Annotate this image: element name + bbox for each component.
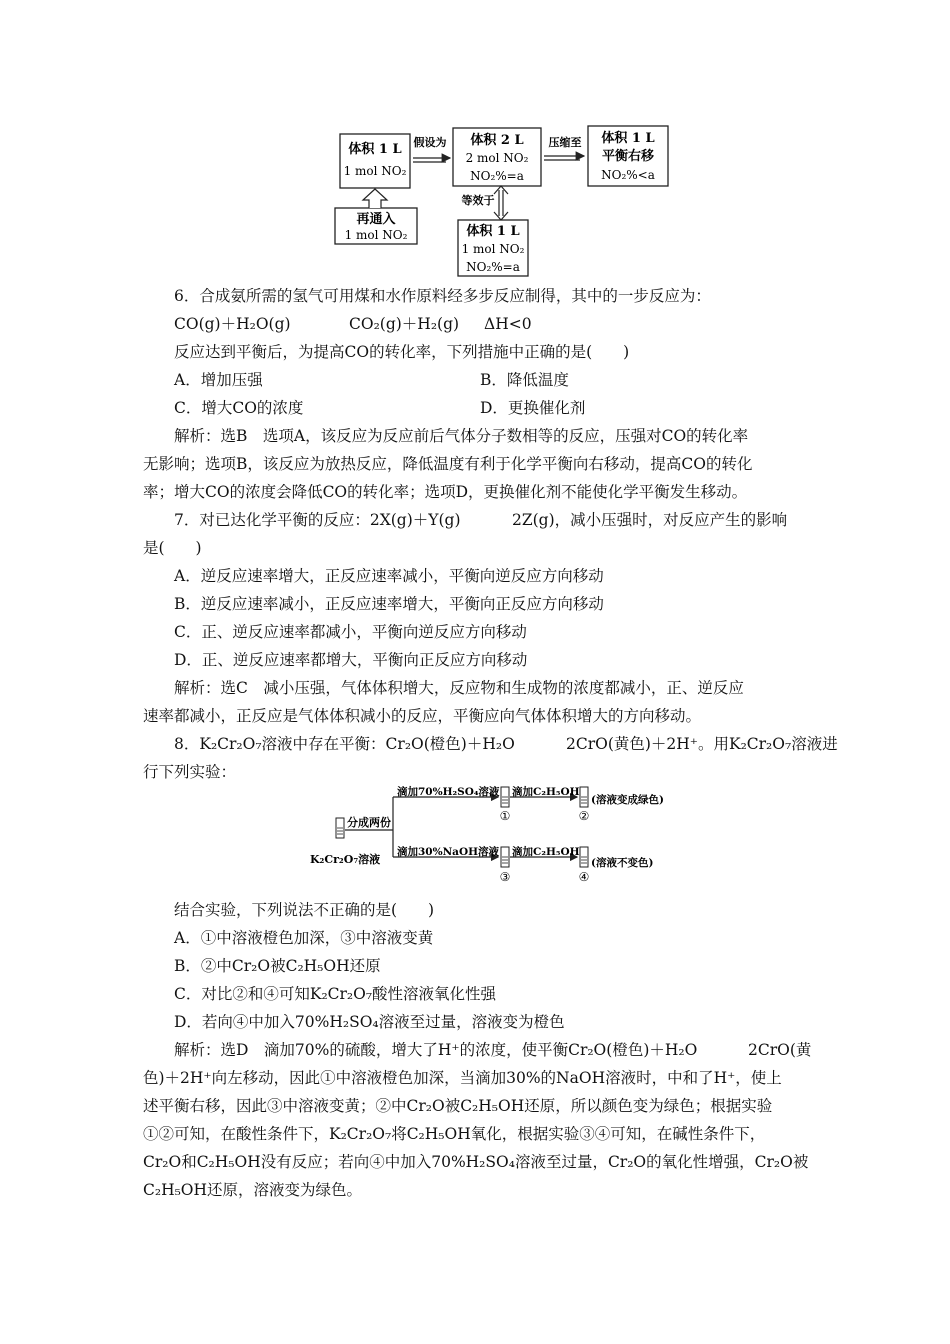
q8-answer-line1a: 解析：选D 滴加70%的硫酸，增大了H⁺的浓度，使平衡Cr₂O(橙色)＋H₂O — [174, 1041, 698, 1059]
experiment-diagram — [305, 785, 685, 893]
tube-4-number: ④ — [578, 870, 590, 884]
q8-option-b: B．②中Cr₂O被C₂H₅OH还原 — [174, 957, 381, 975]
q6-answer-line2: 无影响；选项B，该反应为放热反应，降低温度有利于化学平衡向右移动，提高CO的转化 — [143, 455, 753, 473]
q7-option-b: B．逆反应速率减小，正反应速率增大，平衡向正反应方向移动 — [174, 595, 604, 613]
tube-2-number: ② — [578, 809, 590, 823]
double-arrow-icon — [494, 186, 508, 194]
tube-2-icon — [580, 787, 588, 807]
tube-4-icon — [580, 847, 588, 867]
box-equivalent-line1: 体积 1 L — [466, 224, 520, 239]
q8-ask: 结合实验，下列说法不正确的是( ) — [174, 901, 435, 919]
q7-option-a: A．逆反应速率增大，正反应速率减小，平衡向逆反应方向移动 — [174, 567, 604, 585]
arrow-label-equivalent: 等效于 — [461, 194, 495, 207]
tube-3-icon — [501, 847, 509, 867]
box-equivalent-line2: 1 mol NO₂ — [461, 242, 525, 256]
up-arrow-icon — [363, 189, 387, 208]
q8-answer-line5: Cr₂O和C₂H₅OH没有反应；若向④中加入70%H₂SO₄溶液至过量，Cr₂O的氧化性增强，Cr₂O被 — [143, 1153, 809, 1171]
bottom-add-base-label: 滴加30%NaOH溶液 — [397, 846, 500, 858]
q6-option-b: B．降低温度 — [480, 371, 569, 389]
box-compressed-line1: 体积 1 L — [601, 131, 655, 146]
q6-eq-left: CO(g)＋H₂O(g) — [174, 315, 291, 333]
q6-option-d: D．更换催化剂 — [480, 399, 586, 417]
q7-answer-line1: 解析：选C 减小压强，气体体积增大，反应物和生成物的浓度都减小，正、逆反应 — [174, 679, 744, 697]
box-add-more-line1: 再通入 — [356, 212, 396, 227]
split-label: 分成两份 — [347, 816, 391, 829]
equivalence-diagram — [330, 122, 680, 280]
q6-stem: 6．合成氨所需的氢气可用煤和水作原料经多步反应制得，其中的一步反应为： — [174, 287, 711, 305]
q7-stem-a: 7．对已达化学平衡的反应：2X(g)＋Y(g) — [174, 511, 461, 529]
box-compressed-line3: NO₂%<a — [601, 168, 655, 182]
q8-option-d: D．若向④中加入70%H₂SO₄溶液至过量，溶液变为橙色 — [174, 1013, 565, 1031]
source-test-tube-icon — [336, 818, 344, 838]
tube-1-number: ① — [499, 809, 511, 823]
box-equivalent-line3: NO₂%=a — [466, 260, 520, 274]
box-initial-line1: 体积 1 L — [348, 142, 402, 157]
q8-option-c: C．对比②和④可知K₂Cr₂O₇酸性溶液氧化性强 — [174, 985, 497, 1003]
box-compressed-line2: 平衡右移 — [601, 149, 655, 164]
q8-answer-line3: 述平衡右移，因此③中溶液变黄；②中Cr₂O被C₂H₅OH还原，所以颜色变为绿色；根据实验 — [143, 1097, 773, 1115]
q6-option-c: C．增大CO的浓度 — [174, 399, 304, 417]
top-add-ethanol-label: 滴加C₂H₅OH — [512, 786, 580, 798]
q7-stem-b: 2Z(g)，减小压强时，对反应产生的影响 — [512, 511, 788, 529]
box-initial-line2: 1 mol NO₂ — [343, 164, 407, 178]
q7-stem-2: 是( ) — [143, 539, 202, 557]
q8-stem-2: 行下列实验： — [143, 763, 237, 781]
q6-answer-line3: 率；增大CO的浓度会降低CO的转化率；选项D，更换催化剂不能使化学平衡发生移动。 — [143, 483, 748, 501]
source-label: K₂Cr₂O₇溶液 — [310, 853, 381, 866]
q7-answer-line2: 速率都减小，正反应是气体体积减小的反应，平衡应向气体体积增大的方向移动。 — [143, 707, 702, 725]
arrow-label-assume: 假设为 — [413, 136, 447, 149]
q6-ask: 反应达到平衡后，为提高CO的转化率，下列措施中正确的是( ) — [174, 343, 630, 361]
q8-stem-b: 2CrO(黄色)＋2H⁺。用K₂Cr₂O₇溶液进 — [566, 735, 838, 753]
arrow-label-compress: 压缩至 — [548, 136, 582, 149]
bottom-result-label: (溶液不变色) — [591, 857, 654, 869]
box-doubled-line3: NO₂%=a — [470, 169, 524, 183]
q6-eq-right: CO₂(g)＋H₂(g) — [349, 315, 460, 333]
q7-option-d: D．正、逆反应速率都增大，平衡向正反应方向移动 — [174, 651, 528, 669]
q8-answer-line4: ①②可知，在酸性条件下，K₂Cr₂O₇将C₂H₅OH氧化，根据实验③④可知，在碱性条件下， — [143, 1125, 766, 1143]
q7-option-c: C．正、逆反应速率都减小，平衡向逆反应方向移动 — [174, 623, 527, 641]
q8-answer-line6: C₂H₅OH还原，溶液变为绿色。 — [143, 1181, 363, 1199]
box-doubled-line2: 2 mol NO₂ — [465, 151, 529, 165]
tube-3-number: ③ — [499, 870, 511, 884]
q6-eq-dh: ΔH<0 — [484, 315, 532, 333]
top-result-label: (溶液变成绿色) — [591, 794, 664, 806]
box-doubled-line1: 体积 2 L — [470, 133, 524, 148]
box-add-more-line2: 1 mol NO₂ — [344, 228, 408, 242]
q8-answer-line1b: 2CrO(黄 — [748, 1041, 812, 1059]
bottom-add-ethanol-label: 滴加C₂H₅OH — [512, 846, 580, 858]
q6-answer-line1: 解析：选B 选项A，该反应为反应前后气体分子数相等的反应，压强对CO的转化率 — [174, 427, 749, 445]
q8-stem-a: 8．K₂Cr₂O₇溶液中存在平衡：Cr₂O(橙色)＋H₂O — [174, 735, 515, 753]
tube-1-icon — [501, 787, 509, 807]
q6-option-a: A．增加压强 — [174, 371, 263, 389]
q8-answer-line2: 色)＋2H⁺向左移动，因此①中溶液橙色加深，当滴加30%的NaOH溶液时，中和了H⁺，使上 — [143, 1069, 782, 1087]
top-add-acid-label: 滴加70%H₂SO₄溶液 — [397, 786, 500, 798]
q8-option-a: A．①中溶液橙色加深，③中溶液变黄 — [174, 929, 434, 947]
